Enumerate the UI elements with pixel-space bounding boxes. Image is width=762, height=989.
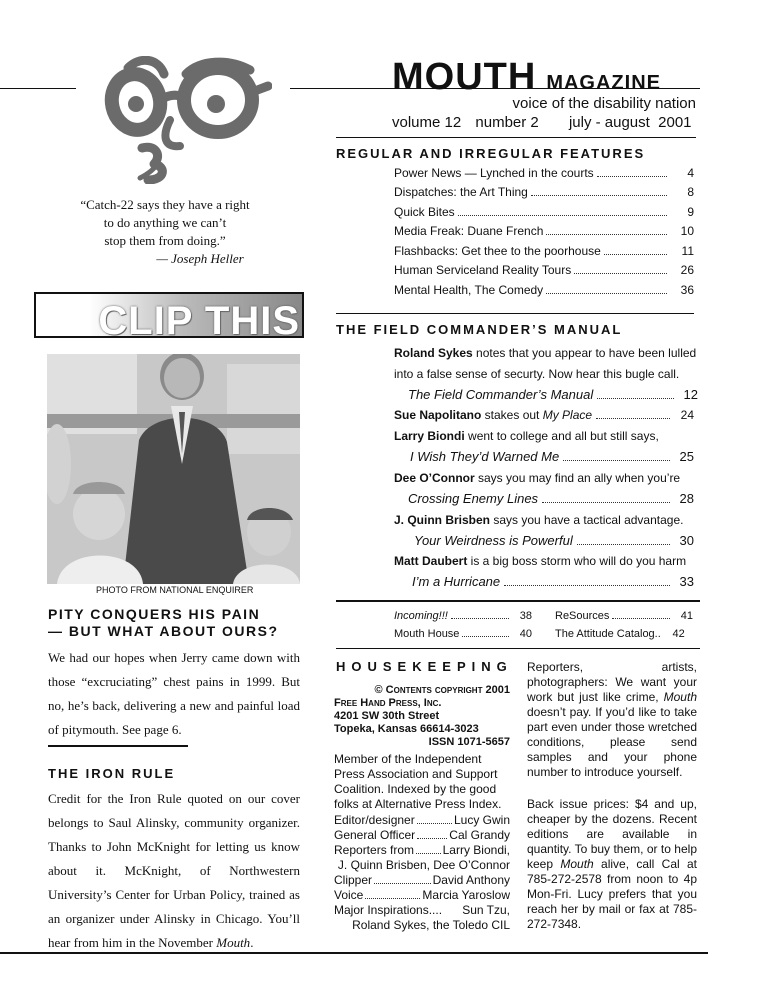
bottom-rule (0, 952, 708, 954)
entry-title: The Field Commander’s Manual (408, 387, 594, 402)
entry-page: 30 (679, 533, 694, 548)
toc-leader (458, 214, 667, 216)
toc-page: 41 (680, 610, 693, 622)
masthead-subtitle: MAGAZINE (546, 72, 661, 94)
toc-page: 9 (687, 205, 694, 219)
reporters-text-2: doesn’t pay. If you’d like to take part even under those wretched conditions, please send samples and your phone number to introduce yourself. (527, 705, 697, 779)
entry-page: 28 (679, 491, 694, 506)
staff-row (334, 843, 510, 858)
reporters-text-italic: Mouth (663, 690, 697, 704)
entry-text: says you may find an ally when you’re (474, 471, 681, 485)
entry-page: 33 (679, 574, 694, 589)
commander-entry (394, 513, 694, 527)
toc-title: Flashbacks: Get thee to the poorhouse (394, 244, 601, 258)
toc-row[interactable] (394, 205, 694, 219)
toc-title: ReSources (555, 610, 610, 622)
iron-rule-body (48, 787, 300, 955)
entry-text: says you have a tactical advantage. (490, 513, 684, 527)
toc-leader (462, 636, 509, 637)
toc-leader (596, 418, 670, 419)
staff-leader (365, 888, 420, 899)
features-rule (336, 313, 694, 314)
quote-block (40, 196, 290, 268)
staff-role: Clipper (334, 873, 373, 887)
toc-page: 26 (680, 263, 694, 277)
entry-author: Larry Biondi (394, 429, 465, 443)
entry-title: I’m a Hurricane (412, 574, 501, 589)
toc-leader (574, 272, 667, 274)
staff-row (334, 888, 510, 903)
commander-entry (394, 346, 697, 360)
staff-role: Editor/designer (334, 813, 415, 827)
back-issue-text-1: Back issue prices: $4 and up, cheaper by the dozens. Recent editions are available in quantity. To buy them, or to help keep (527, 797, 697, 871)
reporters-text-1: Reporters, artists, photographers: We want your work but just like crime, (527, 660, 697, 704)
staff-role: Reporters from (334, 843, 415, 857)
staff-role: General Officer (334, 828, 416, 842)
top-rule-left (0, 88, 76, 89)
entry-title: Your Weirdness is Powerful (414, 533, 573, 548)
toc-title: Human Serviceland Reality Tours (394, 263, 572, 277)
commander-entry (394, 471, 694, 485)
toc-title: Power News — Lynched in the courts (394, 166, 594, 180)
entry-text: is a big boss storm who will do you harm (467, 554, 687, 568)
member-text: Member of the Independent Press Association and Support Coalition. Indexed by the good folks at Alternative Press Index. (334, 752, 502, 811)
entry-author: Matt Daubert (394, 554, 468, 568)
toc-row[interactable] (394, 166, 694, 180)
back-issue-text-italic: Mouth (560, 857, 594, 871)
toc-title: Mental Health, The Comedy (394, 283, 544, 297)
commander-entry (394, 554, 694, 568)
entry-text: notes that you appear to have been lulled (472, 346, 697, 360)
staff-leader (417, 828, 447, 839)
staff-role: Voice (334, 888, 364, 902)
copyright-line: © Contents copyright 2001 (374, 684, 510, 696)
toc-leader (604, 253, 667, 255)
staff-name: Roland Sykes, the Toledo CIL (352, 918, 510, 932)
housekeeping-heading: HOUSEKEEPING (336, 659, 513, 674)
staff-name: Marcia Yaroslow (422, 888, 510, 902)
toc-leader (563, 460, 670, 461)
entry-page: 12 (683, 387, 698, 402)
commander-heading: THE FIELD COMMANDER’S MANUAL (336, 322, 623, 337)
toc-page: 10 (680, 224, 694, 238)
masthead-rule (336, 137, 696, 138)
tagline: voice of the disability nation (512, 95, 696, 112)
staff-name: Sun Tzu, (462, 903, 510, 917)
photo-illustration (47, 354, 300, 584)
toc-page: 4 (687, 166, 694, 180)
toc-title: The Attitude Catalog.. (555, 628, 661, 640)
staff-row (334, 813, 510, 828)
iron-rule-text-italic: Mouth (216, 935, 251, 950)
masthead-title-main: MOUTH (392, 56, 537, 98)
staff-name: Lucy Gwin (453, 813, 510, 827)
toc-leader (504, 585, 670, 586)
toc-row[interactable] (394, 263, 694, 277)
commander-rule (336, 600, 700, 602)
toc-title: Mouth House (394, 628, 460, 640)
toc-leader (597, 175, 667, 177)
extras-rule (336, 648, 700, 649)
toc-row[interactable] (408, 387, 698, 402)
toc-title: Quick Bites (394, 205, 455, 219)
toc-page: 40 (519, 628, 532, 640)
pity-body: We had our hopes when Jerry came down with those “excruciating” chest pains in 1999. But no, he’s back, delivering a new and painful load of pitymouth. See page 6. (48, 650, 300, 737)
toc-row[interactable] (414, 533, 694, 548)
pity-headline-1: PITY CONQUERS HIS PAIN (48, 606, 261, 622)
toc-row[interactable] (394, 185, 694, 199)
staff-row (334, 903, 510, 918)
features-heading: REGULAR AND IRREGULAR FEATURES (336, 146, 646, 161)
toc-title: Media Freak: Duane French (394, 224, 544, 238)
toc-page: 36 (680, 283, 694, 297)
entry-text: went to college and all but still says, (464, 429, 659, 443)
toc-page: 42 (672, 628, 685, 640)
toc-row[interactable] (412, 574, 694, 589)
toc-title: Incoming!!! (394, 610, 448, 622)
toc-row[interactable] (394, 224, 694, 238)
reporters-text (527, 660, 697, 780)
staff-row (334, 828, 510, 843)
back-issue-text (527, 797, 697, 932)
entry-author: Roland Sykes (394, 346, 473, 360)
quote-line: to do anything we can’t (103, 215, 227, 230)
staff-leader (416, 843, 441, 854)
staff-name: David Anthony (432, 873, 510, 887)
toc-row[interactable] (394, 408, 694, 422)
toc-page: 38 (519, 610, 532, 622)
toc-row[interactable] (394, 283, 694, 297)
iron-rule-text-end: . (250, 935, 254, 950)
mouth-logo-icon (100, 56, 272, 184)
copyright-block (334, 684, 510, 749)
quote-author: — Joseph Heller (156, 251, 244, 266)
clip-this-banner (34, 292, 304, 338)
staff-name: Cal Grandy (449, 828, 510, 842)
toc-leader (542, 502, 670, 503)
clip-this-text: CLIP THIS (98, 299, 300, 338)
toc-row[interactable] (394, 628, 532, 640)
staff-row (334, 873, 510, 888)
toc-page: 8 (687, 185, 694, 199)
entry-page: 25 (679, 449, 694, 464)
toc-page: 11 (681, 244, 694, 258)
toc-title: Dispatches: the Art Thing (394, 185, 528, 199)
entry-author: J. Quinn Brisben (394, 513, 491, 527)
toc-leader (451, 618, 509, 619)
issue-volume: volume 12 (392, 114, 462, 131)
toc-leader (577, 544, 670, 545)
commander-entry-cont: into a false sense of securty. Now hear this bugle call. (394, 367, 680, 381)
news-photo (47, 354, 300, 584)
staff-role: Major Inspirations.... (334, 903, 443, 917)
back-issue-text-2: alive, call Cal at 785-272-2578 from noon to 4p Mon-Fri. Lucy prefers that you reach her by mail or fax at 785-272-7348. (527, 857, 697, 931)
iron-rule-heading: THE IRON RULE (48, 766, 176, 781)
toc-row[interactable] (410, 449, 694, 464)
quote-line: “Catch-22 says they have a right (80, 197, 250, 212)
pity-rule (48, 745, 188, 747)
toc-leader (546, 292, 667, 294)
issue-date: july - august 2001 (568, 114, 692, 131)
issue-line (392, 114, 696, 131)
toc-leader (597, 398, 674, 399)
staff-leader (417, 813, 452, 824)
pity-headline-2: — BUT WHAT ABOUT OURS? (48, 623, 279, 639)
toc-row[interactable] (394, 610, 532, 622)
entry-title: I Wish They’d Warned Me (410, 449, 560, 464)
staff-leader (374, 873, 431, 884)
toc-leader (546, 233, 667, 235)
entry-author: Sue Napolitano (394, 408, 482, 422)
issue-number: number 2 (475, 114, 539, 131)
publisher-city: Topeka, Kansas 66614-3023 (334, 723, 479, 735)
entry-text: stakes out (481, 408, 543, 422)
entry-page: 24 (680, 408, 694, 422)
entry-title: Crossing Enemy Lines (408, 491, 539, 506)
photo-credit: PHOTO FROM NATIONAL ENQUIRER (96, 585, 254, 595)
iron-rule-text: Credit for the Iron Rule quoted on our cover belongs to Saul Alinsky, community organizer. Thanks to John McKnight for letting us know about it. McKnight, of Northwestern University’s Center for Urban Policy, trained as an organizer under Alinsky in Chicago. You’ll hear from him in the November (48, 791, 300, 950)
toc-row[interactable] (555, 628, 693, 640)
staff-name: J. Quinn Brisben, Dee O’Connor (337, 858, 510, 872)
toc-leader (612, 618, 670, 619)
toc-row[interactable] (394, 244, 694, 258)
masthead-title (392, 56, 661, 99)
entry-author: Dee O’Connor (394, 471, 475, 485)
toc-leader (531, 194, 667, 196)
entry-title: My Place (542, 408, 593, 422)
quote-line: stop them from doing.” (104, 233, 226, 248)
publisher-address: 4201 SW 30th Street (334, 710, 440, 722)
publisher-name: Free Hand Press, Inc. (334, 697, 442, 709)
toc-row[interactable] (555, 610, 693, 622)
commander-entry (394, 429, 694, 443)
staff-list (334, 813, 510, 933)
staff-name: Larry Biondi, (442, 843, 510, 857)
toc-row[interactable] (408, 491, 694, 506)
issn: ISSN 1071-5657 (428, 736, 510, 748)
